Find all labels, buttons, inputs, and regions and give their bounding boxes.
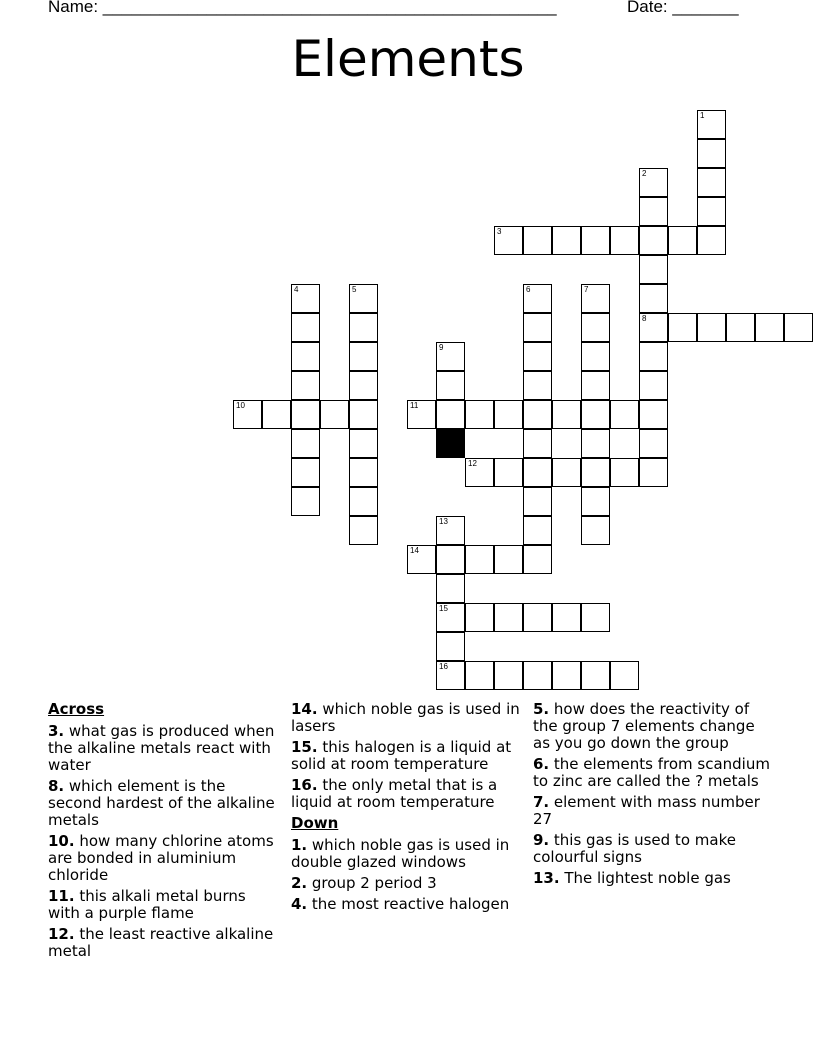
grid-cell[interactable] xyxy=(407,400,436,429)
grid-cell[interactable] xyxy=(465,603,494,632)
down-heading: Down xyxy=(291,814,339,832)
clue-item xyxy=(533,832,773,866)
grid-cell[interactable] xyxy=(697,313,726,342)
clue-item xyxy=(291,739,526,773)
clue-number-label: 16. xyxy=(291,776,318,794)
grid-cell[interactable] xyxy=(784,313,813,342)
grid-cell[interactable] xyxy=(349,313,378,342)
grid-cell[interactable] xyxy=(523,400,552,429)
grid-cell[interactable] xyxy=(581,429,610,458)
grid-cell[interactable] xyxy=(581,342,610,371)
grid-cell[interactable] xyxy=(639,342,668,371)
grid-cell[interactable] xyxy=(552,458,581,487)
clue-text: The lightest noble gas xyxy=(559,869,731,887)
clue-number: 12 xyxy=(468,459,477,468)
clue-number-label: 12. xyxy=(48,925,75,943)
clue-item xyxy=(48,926,278,960)
grid-cell[interactable] xyxy=(639,255,668,284)
grid-cell[interactable] xyxy=(291,400,320,429)
grid-cell[interactable] xyxy=(494,661,523,690)
grid-cell[interactable] xyxy=(523,371,552,400)
grid-cell[interactable] xyxy=(726,313,755,342)
grid-cell[interactable] xyxy=(639,429,668,458)
grid-cell[interactable] xyxy=(465,458,494,487)
clue-number-label: 10. xyxy=(48,832,75,850)
grid-cell[interactable] xyxy=(436,400,465,429)
clue-item xyxy=(48,833,278,884)
grid-cell[interactable] xyxy=(581,313,610,342)
grid-cell[interactable] xyxy=(523,458,552,487)
clue-item xyxy=(291,701,526,735)
clue-number: 7 xyxy=(584,285,589,294)
grid-cell[interactable] xyxy=(436,603,465,632)
grid-cell[interactable] xyxy=(465,545,494,574)
grid-cell[interactable] xyxy=(291,342,320,371)
grid-cell[interactable] xyxy=(436,545,465,574)
grid-cell[interactable] xyxy=(639,313,668,342)
grid-cell[interactable] xyxy=(639,371,668,400)
grid-cell[interactable] xyxy=(436,342,465,371)
date-field-label: Date: _______ xyxy=(627,0,739,16)
grid-cell[interactable] xyxy=(552,661,581,690)
grid-cell[interactable] xyxy=(697,226,726,255)
clues-column-1 xyxy=(48,701,278,964)
grid-cell[interactable] xyxy=(436,516,465,545)
clue-number-label: 2. xyxy=(291,874,308,892)
grid-cell[interactable] xyxy=(436,661,465,690)
clue-number-label: 11. xyxy=(48,887,75,905)
clue-text: group 2 period 3 xyxy=(307,874,437,892)
grid-cell[interactable] xyxy=(581,400,610,429)
grid-cell[interactable] xyxy=(494,400,523,429)
grid-cell[interactable] xyxy=(291,313,320,342)
grid-cell[interactable] xyxy=(320,400,349,429)
grid-cell[interactable] xyxy=(523,429,552,458)
grid-cell[interactable] xyxy=(668,226,697,255)
clue-text: how does the reactivity of the group 7 elements change as you go down the group xyxy=(533,700,755,752)
clue-number-label: 3. xyxy=(48,722,65,740)
grid-cell[interactable] xyxy=(523,342,552,371)
clue-text: this halogen is a liquid at solid at room temperature xyxy=(291,738,512,773)
grid-cell[interactable] xyxy=(581,458,610,487)
clue-item xyxy=(533,870,773,887)
grid-cell[interactable] xyxy=(494,458,523,487)
grid-cell[interactable] xyxy=(291,371,320,400)
grid-cell[interactable] xyxy=(639,400,668,429)
grid-cell[interactable] xyxy=(639,284,668,313)
clue-item xyxy=(48,723,278,774)
clue-number-label: 1. xyxy=(291,836,308,854)
clue-item xyxy=(291,837,526,871)
clue-number-label: 5. xyxy=(533,700,550,718)
grid-cell[interactable] xyxy=(523,516,552,545)
grid-cell[interactable] xyxy=(349,487,378,516)
clue-text: which noble gas is used in lasers xyxy=(291,700,520,735)
clue-number: 8 xyxy=(642,314,647,323)
clue-text: the least reactive alkaline metal xyxy=(48,925,274,960)
grid-cell[interactable] xyxy=(291,284,320,313)
grid-cell[interactable] xyxy=(349,342,378,371)
clue-item xyxy=(291,896,526,913)
grid-cell[interactable] xyxy=(610,226,639,255)
grid-cell[interactable] xyxy=(755,313,784,342)
grid-cell[interactable] xyxy=(262,400,291,429)
grid-cell[interactable] xyxy=(697,197,726,226)
grid-cell[interactable] xyxy=(436,371,465,400)
grid-cell[interactable] xyxy=(581,516,610,545)
clue-item xyxy=(291,875,526,892)
clue-number: 11 xyxy=(410,401,419,410)
grid-cell[interactable] xyxy=(291,458,320,487)
clue-number: 5 xyxy=(352,285,357,294)
grid-cell[interactable] xyxy=(349,516,378,545)
grid-cell[interactable] xyxy=(581,661,610,690)
grid-cell[interactable] xyxy=(697,139,726,168)
grid-cell[interactable] xyxy=(639,226,668,255)
grid-cell[interactable] xyxy=(523,313,552,342)
grid-cell[interactable] xyxy=(610,661,639,690)
grid-cell[interactable] xyxy=(697,168,726,197)
clue-number: 3 xyxy=(497,227,502,236)
grid-cell[interactable] xyxy=(697,110,726,139)
clue-number-label: 8. xyxy=(48,777,65,795)
grid-cell[interactable] xyxy=(639,168,668,197)
clue-text: the elements from scandium to zinc are called the ? metals xyxy=(533,755,770,790)
grid-cell[interactable] xyxy=(494,603,523,632)
clue-text: element with mass number 27 xyxy=(533,793,760,828)
clue-number: 4 xyxy=(294,285,299,294)
clue-number-label: 7. xyxy=(533,793,550,811)
grid-cell[interactable] xyxy=(436,574,465,603)
clue-number: 6 xyxy=(526,285,531,294)
clue-number-label: 14. xyxy=(291,700,318,718)
grid-cell[interactable] xyxy=(291,487,320,516)
clue-number-label: 13. xyxy=(533,869,560,887)
grid-cell[interactable] xyxy=(523,603,552,632)
grid-cell[interactable] xyxy=(465,661,494,690)
clue-number-label: 6. xyxy=(533,755,550,773)
clue-text: the only metal that is a liquid at room temperature xyxy=(291,776,498,811)
clue-number: 16 xyxy=(439,662,448,671)
grid-cell[interactable] xyxy=(523,661,552,690)
clue-number-label: 4. xyxy=(291,895,308,913)
clues-column-2 xyxy=(291,701,526,917)
grid-cell[interactable] xyxy=(407,545,436,574)
clue-text: this alkali metal burns with a purple flame xyxy=(48,887,246,922)
grid-cell[interactable] xyxy=(349,371,378,400)
grid-cell[interactable] xyxy=(465,400,494,429)
clue-number: 13 xyxy=(439,517,448,526)
clue-number-label: 9. xyxy=(533,831,550,849)
grid-cell[interactable] xyxy=(581,284,610,313)
grid-cell[interactable] xyxy=(233,400,262,429)
grid-cell[interactable] xyxy=(668,313,697,342)
black-cell xyxy=(436,429,465,458)
grid-cell[interactable] xyxy=(349,284,378,313)
clue-text: how many chlorine atoms are bonded in aluminium chloride xyxy=(48,832,274,884)
clue-item xyxy=(533,756,773,790)
grid-cell[interactable] xyxy=(523,226,552,255)
grid-cell[interactable] xyxy=(494,545,523,574)
grid-cell[interactable] xyxy=(581,371,610,400)
grid-cell[interactable] xyxy=(349,429,378,458)
grid-cell[interactable] xyxy=(581,603,610,632)
grid-cell[interactable] xyxy=(610,458,639,487)
grid-cell[interactable] xyxy=(523,545,552,574)
clue-number: 1 xyxy=(700,111,705,120)
clue-number: 9 xyxy=(439,343,444,352)
clue-item xyxy=(48,888,278,922)
clue-item xyxy=(48,778,278,829)
grid-cell[interactable] xyxy=(349,400,378,429)
grid-cell[interactable] xyxy=(639,197,668,226)
clue-number: 2 xyxy=(642,169,647,178)
grid-cell[interactable] xyxy=(436,632,465,661)
grid-cell[interactable] xyxy=(291,429,320,458)
grid-cell[interactable] xyxy=(552,400,581,429)
grid-cell[interactable] xyxy=(494,226,523,255)
clue-number: 10 xyxy=(236,401,245,410)
across-heading: Across xyxy=(48,700,105,718)
grid-cell[interactable] xyxy=(639,458,668,487)
clue-text: which element is the second hardest of the alkaline metals xyxy=(48,777,275,829)
grid-cell[interactable] xyxy=(552,603,581,632)
grid-cell[interactable] xyxy=(523,284,552,313)
clue-number-label: 15. xyxy=(291,738,318,756)
clue-item xyxy=(533,794,773,828)
clue-number: 15 xyxy=(439,604,448,613)
clue-text: this gas is used to make colourful signs xyxy=(533,831,736,866)
clue-number: 14 xyxy=(410,546,419,555)
clue-text: the most reactive halogen xyxy=(307,895,510,913)
grid-cell[interactable] xyxy=(581,487,610,516)
grid-cell[interactable] xyxy=(349,458,378,487)
clue-item xyxy=(291,777,526,811)
page-title: Elements xyxy=(291,30,525,88)
clues-column-3 xyxy=(533,701,773,891)
grid-cell[interactable] xyxy=(581,226,610,255)
grid-cell[interactable] xyxy=(552,226,581,255)
clue-text: what gas is produced when the alkaline metals react with water xyxy=(48,722,275,774)
clue-text: which noble gas is used in double glazed windows xyxy=(291,836,510,871)
clue-item xyxy=(533,701,773,752)
grid-cell[interactable] xyxy=(523,487,552,516)
name-field-label: Name: ________________________________________________ xyxy=(48,0,557,16)
grid-cell[interactable] xyxy=(610,400,639,429)
